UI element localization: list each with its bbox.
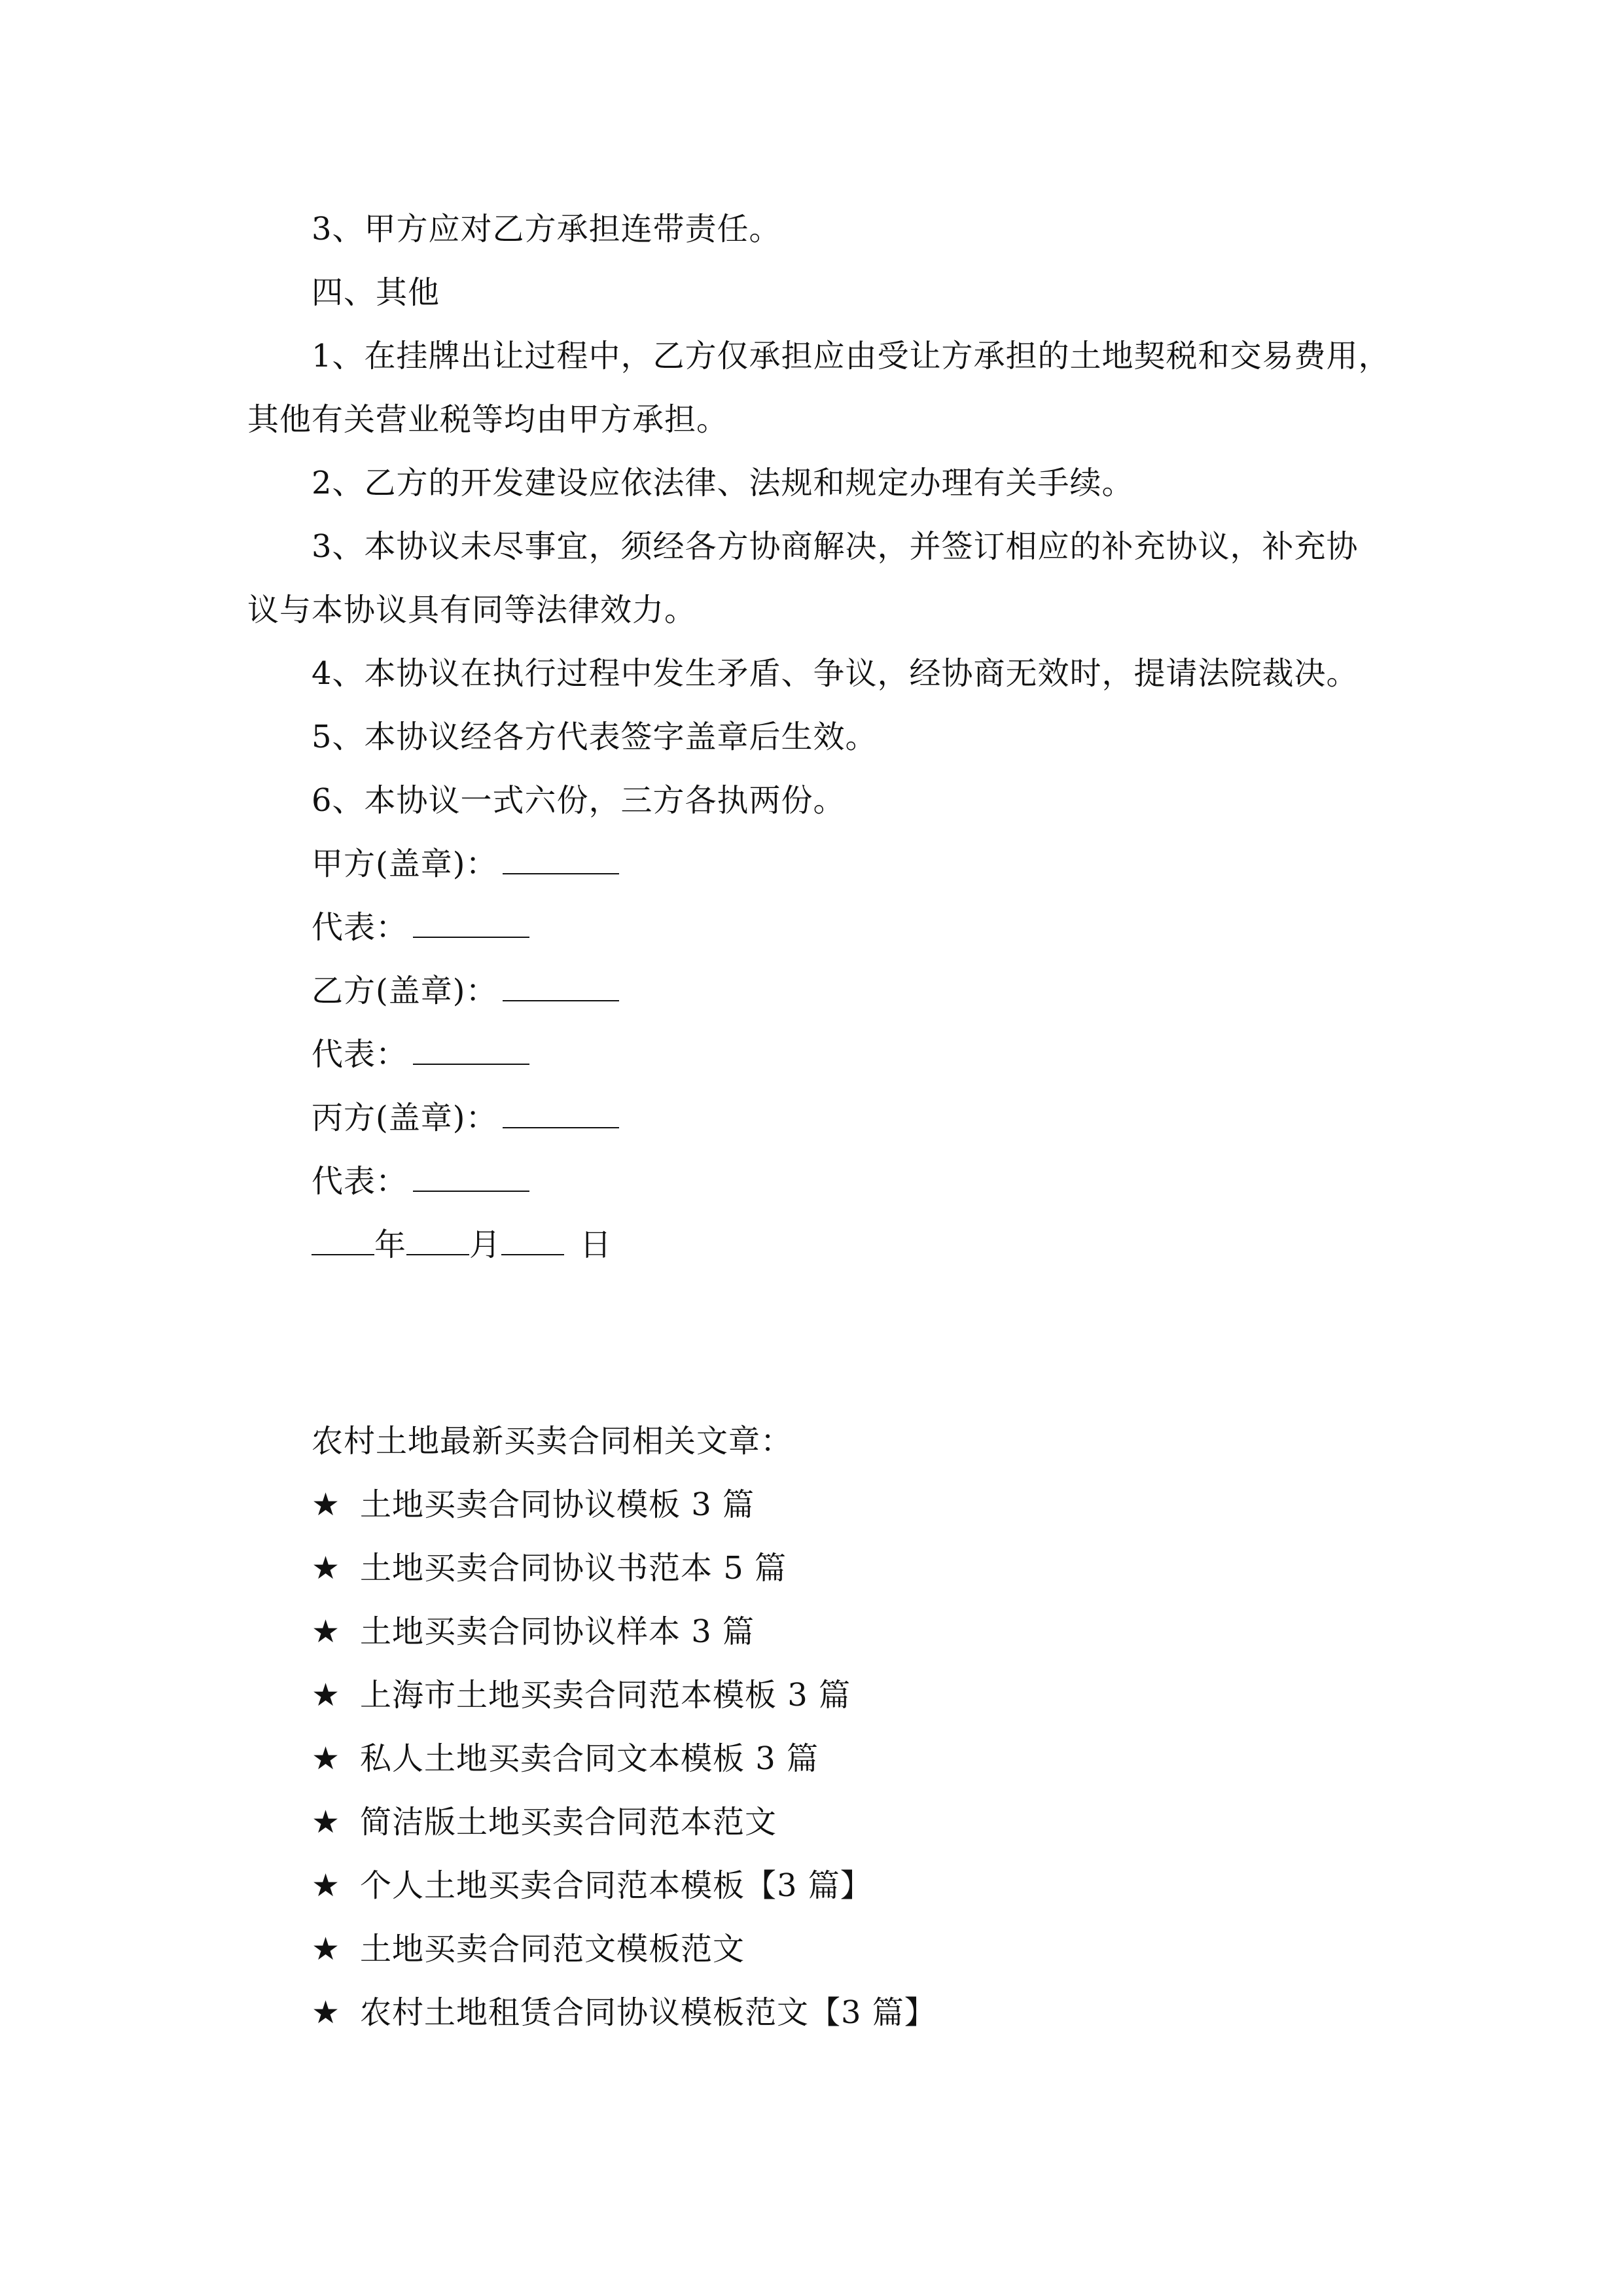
clause-1-line-2: 其他有关营业税等均由甲方承担。: [247, 401, 729, 438]
star-icon: ★: [312, 1486, 341, 1523]
related-article-link[interactable]: [312, 1549, 787, 1588]
signature-rep-c: [312, 1162, 529, 1201]
star-icon: ★: [312, 1867, 341, 1904]
rep-a-signature-blank: [413, 908, 529, 938]
clause-2: 2、乙方的开发建设应依法律、法规和规定办理有关手续。: [312, 465, 1134, 501]
related-article-link[interactable]: [312, 1929, 745, 1969]
party-c-label: 丙方(盖章)：: [312, 1100, 498, 1136]
year-label: 年: [374, 1227, 407, 1263]
related-article-link[interactable]: [312, 1739, 819, 1778]
related-article-title[interactable]: 农村土地租赁合同协议模板范文【3 篇】: [360, 1994, 936, 2031]
related-article-title[interactable]: 私人土地买卖合同文本模板 3 篇: [360, 1740, 819, 1777]
clause-6: 6、本协议一式六份，三方各执两份。: [312, 782, 846, 819]
signature-date: [312, 1225, 612, 1265]
star-icon: ★: [312, 1931, 341, 1967]
clause-5: 5、本协议经各方代表签字盖章后生效。: [312, 719, 878, 755]
clause-3-line-1: 3、本协议未尽事宜，须经各方协商解决，并签订相应的补充协议，补充协: [312, 528, 1359, 565]
clause-1-line-1: 1、在挂牌出让过程中，乙方仅承担应由受让方承担的土地契税和交易费用，: [312, 338, 1391, 374]
star-icon: ★: [312, 1550, 341, 1587]
rep-c-signature-blank: [413, 1162, 529, 1192]
related-articles-heading: 农村土地最新买卖合同相关文章：: [312, 1423, 793, 1460]
rep-b-signature-blank: [413, 1035, 529, 1065]
star-icon: ★: [312, 1994, 341, 2031]
star-icon: ★: [312, 1804, 341, 1840]
month-label: 月: [469, 1227, 502, 1263]
year-blank: [312, 1225, 374, 1255]
day-label: 日: [580, 1227, 613, 1263]
party-a-signature-blank: [503, 844, 619, 874]
related-article-link[interactable]: [312, 1676, 851, 1715]
section-heading-other: 四、其他: [312, 274, 440, 311]
related-article-title[interactable]: 土地买卖合同范文模板范文: [360, 1931, 745, 1967]
star-icon: ★: [312, 1740, 341, 1777]
clause-3-line-2: 议与本协议具有同等法律效力。: [247, 592, 697, 628]
party-c-signature-blank: [503, 1098, 619, 1128]
related-article-link[interactable]: [312, 1612, 755, 1651]
related-article-title[interactable]: 土地买卖合同协议书范本 5 篇: [360, 1550, 787, 1587]
rep-a-label: 代表：: [312, 909, 408, 946]
clause-4: 4、本协议在执行过程中发生矛盾、争议，经协商无效时，提请法院裁决。: [312, 655, 1359, 692]
party-b-signature-blank: [503, 971, 619, 1001]
rep-b-label: 代表：: [312, 1036, 408, 1073]
day-blank: [501, 1225, 564, 1255]
related-article-link[interactable]: [312, 1803, 777, 1842]
signature-rep-a: [312, 908, 529, 947]
signature-party-b: [312, 971, 619, 1011]
signature-rep-b: [312, 1035, 529, 1074]
related-article-title[interactable]: 土地买卖合同协议样本 3 篇: [360, 1613, 755, 1650]
party-a-label: 甲方(盖章)：: [312, 846, 498, 882]
related-article-link[interactable]: [312, 1485, 755, 1524]
rep-c-label: 代表：: [312, 1163, 408, 1200]
clause-3-joint-liability: 3、甲方应对乙方承担连带责任。: [312, 211, 781, 247]
party-b-label: 乙方(盖章)：: [312, 973, 498, 1009]
star-icon: ★: [312, 1677, 341, 1713]
month-blank: [406, 1225, 469, 1255]
related-article-link[interactable]: [312, 1866, 872, 1905]
signature-party-a: [312, 844, 619, 884]
related-article-title[interactable]: 个人土地买卖合同范本模板【3 篇】: [360, 1867, 872, 1904]
star-icon: ★: [312, 1613, 341, 1650]
related-article-link[interactable]: [312, 1993, 936, 2032]
related-article-title[interactable]: 土地买卖合同协议模板 3 篇: [360, 1486, 755, 1523]
signature-party-c: [312, 1098, 619, 1138]
related-article-title[interactable]: 上海市土地买卖合同范本模板 3 篇: [360, 1677, 851, 1713]
related-article-title[interactable]: 简洁版土地买卖合同范本范文: [360, 1804, 777, 1840]
